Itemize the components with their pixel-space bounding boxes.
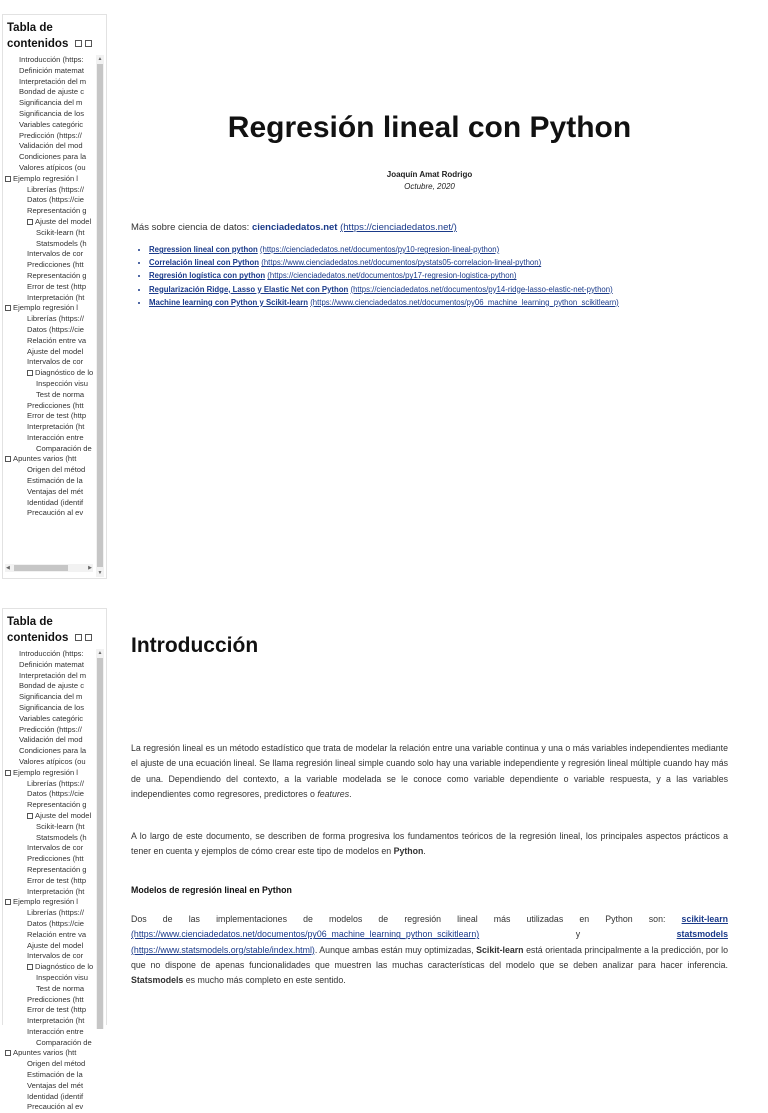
toc-item-label: Interpretación (ht: [27, 422, 85, 432]
toc-item[interactable]: [3, 897, 93, 908]
toc-item-label: Estimación de la: [27, 476, 83, 486]
toc-item[interactable]: [3, 131, 93, 142]
toc-item-label: Librerías (https://: [27, 184, 84, 194]
statsmodels-url: (https://www.statsmodels.org/stable/index.html): [131, 944, 315, 955]
toc-title-line2: contenidos: [7, 632, 69, 644]
toc-item-label: Ejemplo regresión l: [13, 303, 78, 313]
toc-item[interactable]: [3, 141, 93, 152]
toc-item[interactable]: [3, 152, 93, 163]
toc-item-label: Predicción (https://: [19, 724, 82, 734]
toc-item-label: Interacción entre: [27, 432, 84, 442]
toc-item[interactable]: [3, 249, 93, 260]
toc-item[interactable]: [3, 800, 93, 811]
related-article-title[interactable]: Regression lineal con python: [149, 245, 258, 254]
toc-item[interactable]: [3, 735, 93, 746]
toc-item-label: Significancia del m: [19, 692, 83, 702]
toc-item-label: Comparación de: [36, 443, 92, 453]
toc-item[interactable]: [3, 1092, 93, 1103]
toc-item[interactable]: [3, 347, 93, 358]
toc-item-label: Definición matemat: [19, 65, 84, 75]
toc-item[interactable]: [3, 692, 93, 703]
intro-text: La regresión lineal es un método estadístico que trata de modelar la relación entre una variable continua y una o más variables independientes mediante el ajuste de una ecuación lineal. Se llama regresión lineal simple cuando solo hay una variable independiente y regresión lineal múltiple cuando hay más de una. Dependiendo del contexto, a la variable modelada se le conoce como variable dependiente o variable respuesta, y a las variables independientes como regresores, predictores o: [131, 743, 728, 799]
toc-item[interactable]: [3, 498, 93, 509]
toc-item[interactable]: [3, 768, 93, 779]
period: .: [423, 846, 426, 857]
toc-toggle-icon[interactable]: [5, 899, 11, 905]
toc-item-label: Predicciones (htt: [27, 260, 84, 270]
toc-toggle-icon[interactable]: [27, 370, 33, 376]
toc-item[interactable]: [3, 77, 93, 88]
toc-item-label: Intervalos de cor: [27, 951, 84, 961]
toc-item[interactable]: [3, 325, 93, 336]
scroll-thumb[interactable]: [97, 64, 103, 567]
section-heading-introduccion: Introducción: [131, 634, 259, 657]
toc-panel: [2, 14, 107, 579]
toc-item[interactable]: [3, 822, 93, 833]
toc-item-label: Datos (https://cie: [27, 918, 84, 928]
toc-item[interactable]: [3, 660, 93, 671]
toc-item-label: Introducción (https:: [19, 55, 84, 64]
toc-item-label: Valores atípicos (ou: [19, 756, 86, 766]
toc-item[interactable]: [3, 260, 93, 271]
toc-item[interactable]: [3, 239, 93, 250]
toc-item-label: Scikit-learn (ht: [36, 821, 85, 831]
related-article-title[interactable]: Correlación lineal con Python: [149, 258, 260, 268]
cienciadedatos-url: (https://cienciadedatos.net/): [340, 222, 457, 233]
toc-title-line1: Tabla de: [7, 22, 53, 34]
toc-item[interactable]: [3, 746, 93, 757]
toc-item-label: Datos (https://cie: [27, 324, 84, 334]
toc-item-label: Identidad (identif: [27, 497, 84, 507]
toc-toggle-icon[interactable]: [27, 813, 33, 819]
text-segment: . Aunque ambas están muy optimizadas,: [314, 944, 477, 955]
related-article-item[interactable]: [149, 256, 739, 269]
toc-item-label: Origen del métod: [27, 1059, 86, 1069]
toc-item-label: Test de norma: [36, 389, 85, 399]
toc-item-label: Librerías (https://: [27, 908, 84, 918]
scroll-thumb[interactable]: [97, 658, 103, 1029]
intro-paragraph-3: [131, 912, 728, 988]
toc-vertical-scrollbar[interactable]: [96, 55, 104, 577]
toc-item-label: Definición matemat: [19, 659, 84, 669]
toc-item-label: Intervalos de cor: [27, 843, 84, 853]
toc-toggle-icon[interactable]: [5, 456, 11, 462]
toc-item-label: Origen del métod: [27, 465, 86, 475]
toc-item[interactable]: [3, 174, 93, 185]
toc-vertical-scrollbar[interactable]: [96, 649, 104, 1029]
toc-item-label: Error de test (http: [27, 411, 87, 421]
toc-item-label: Representación g: [27, 206, 87, 216]
subheading-modelos: Modelos de regresión lineal en Python: [131, 885, 292, 895]
intro-paragraph-2: [131, 829, 728, 860]
toc-item-label: Precaución al ev: [27, 508, 84, 518]
toc-expand-icon[interactable]: [85, 634, 92, 641]
toc-list: [3, 649, 94, 1112]
toc-item-label: Ventajas del mét: [27, 486, 84, 496]
related-article-item[interactable]: [149, 269, 739, 282]
scroll-left-icon[interactable]: ◀: [6, 565, 10, 571]
toc-title: [3, 15, 106, 52]
related-article-item[interactable]: [149, 243, 739, 256]
related-article-url[interactable]: (https://cienciadedatos.net/documentos/py17-regresion-logistica-python): [267, 271, 517, 281]
toc-item[interactable]: [3, 271, 93, 282]
toc-item[interactable]: [3, 854, 93, 865]
toc-item[interactable]: [3, 833, 93, 844]
toc-item[interactable]: [3, 422, 93, 433]
toc-item[interactable]: [3, 390, 93, 401]
toc-item-label: Estimación de la: [27, 1070, 83, 1080]
toc-item-label: Librerías (https://: [27, 314, 84, 324]
toc-item-label: Error de test (http: [27, 1005, 87, 1015]
toc-item-label: Comparación de: [36, 1037, 92, 1047]
toc-item[interactable]: [3, 843, 93, 854]
toc-item[interactable]: [3, 379, 93, 390]
toc-item-label: Interacción entre: [27, 1026, 84, 1036]
toc-item-label: Introducción (https:: [19, 649, 84, 658]
toc-item[interactable]: [3, 919, 93, 930]
related-article-item[interactable]: [149, 296, 739, 309]
related-article-url[interactable]: (https://cienciadedatos.net/documentos/py10-regresion-lineal-python): [259, 245, 500, 254]
toc-item[interactable]: [3, 314, 93, 325]
toc-item-label: Condiciones para la: [19, 152, 87, 162]
toc-item[interactable]: [3, 1038, 93, 1049]
toc-title-line2: contenidos: [7, 38, 69, 50]
toc-item-label: Ventajas del mét: [27, 1080, 84, 1090]
toc-item[interactable]: [3, 1027, 93, 1038]
toc-item[interactable]: [3, 303, 93, 314]
toc-item[interactable]: [3, 98, 93, 109]
toc-item-label: Representación g: [27, 800, 87, 810]
toc-toggle-icon[interactable]: [5, 176, 11, 182]
toc-item[interactable]: [3, 757, 93, 768]
toc-item[interactable]: [3, 487, 93, 498]
toc-toggle-icon[interactable]: [5, 770, 11, 776]
toc-expand-icon[interactable]: [85, 40, 92, 47]
toc-item[interactable]: [3, 206, 93, 217]
scroll-thumb-horizontal[interactable]: [14, 565, 68, 571]
toc-item[interactable]: [3, 1102, 93, 1113]
toc-item-label: Interpretación (ht: [27, 1016, 85, 1026]
related-articles-list: [149, 243, 739, 309]
toc-item-label: Apuntes varios (htt: [13, 454, 77, 464]
more-data-science: [131, 222, 457, 233]
toc-item[interactable]: [3, 293, 93, 304]
toc-item[interactable]: [3, 951, 93, 962]
toc-horizontal-scrollbar[interactable]: [5, 564, 93, 572]
scikit-learn-url: (https://www.cienciadedatos.net/documentos/py06_machine_learning_python_scikitlearn): [131, 929, 480, 940]
toc-item-label: Variables categóric: [19, 119, 84, 129]
toc-item-label: Interpretación (ht: [27, 292, 85, 302]
toc-item-label: Predicciones (htt: [27, 400, 84, 410]
toc-item-label: Intervalos de cor: [27, 249, 84, 259]
toc-item[interactable]: [3, 55, 93, 66]
toc-item-label: Ejemplo regresión l: [13, 767, 78, 777]
related-article-item[interactable]: [149, 283, 739, 296]
toc-item-label: Ejemplo regresión l: [13, 173, 78, 183]
toc-item-label: Validación del mod: [19, 141, 83, 151]
toc-item[interactable]: [3, 779, 93, 790]
toc-item-label: Predicción (https://: [19, 130, 82, 140]
toc-item[interactable]: [3, 984, 93, 995]
toc-item-label: Significancia del m: [19, 98, 83, 108]
toc-item[interactable]: [3, 217, 93, 228]
toc-collapse-icon[interactable]: [75, 634, 82, 641]
toc-item[interactable]: [3, 876, 93, 887]
toc-item-label: Predicciones (htt: [27, 994, 84, 1004]
toc-item-label: Significancia de los: [19, 702, 85, 712]
toc-item[interactable]: [3, 336, 93, 347]
toc-item-label: Predicciones (htt: [27, 854, 84, 864]
toc-item-label: Significancia de los: [19, 108, 85, 118]
toc-item-label: Error de test (http: [27, 281, 87, 291]
toc-item[interactable]: [3, 1081, 93, 1092]
toc-item-label: Librerías (https://: [27, 778, 84, 788]
toc-item[interactable]: [3, 476, 93, 487]
toc-item-label: Valores atípicos (ou: [19, 162, 86, 172]
toc-item-label: Bondad de ajuste c: [19, 681, 85, 691]
toc-item-label: Interpretación (ht: [27, 886, 85, 896]
toc-item-label: Representación g: [27, 270, 87, 280]
toc-item[interactable]: [3, 401, 93, 412]
toc-item[interactable]: [3, 228, 93, 239]
toc-toggle-icon[interactable]: [27, 964, 33, 970]
toc-item[interactable]: [3, 66, 93, 77]
cienciadedatos-link-text: cienciadedatos.net: [251, 222, 338, 233]
toc-item[interactable]: [3, 908, 93, 919]
related-article-url[interactable]: (https://cienciadedatos.net/documentos/py14-ridge-lasso-elastic-net-python): [350, 284, 613, 294]
toc-item[interactable]: [3, 811, 93, 822]
toc-item-label: Relación entre va: [27, 929, 87, 939]
toc-item[interactable]: [3, 930, 93, 941]
scroll-right-icon[interactable]: ▶: [88, 565, 92, 571]
toc-item[interactable]: [3, 508, 93, 519]
toc-item[interactable]: [3, 962, 93, 973]
scroll-up-icon[interactable]: ▲: [97, 56, 103, 62]
toc-item[interactable]: [3, 714, 93, 725]
toc-item-label: Apuntes varios (htt: [13, 1048, 77, 1058]
toc-item[interactable]: [3, 865, 93, 876]
toc-item[interactable]: [3, 681, 93, 692]
intro-text: A lo largo de este documento, se describen de forma progresiva los fundamentos teóricos de la regresión lineal, los principales aspectos prácticos a tener en cuenta y ejemplos de cómo crear este tipo de modelos en: [131, 831, 728, 857]
features-term: features: [317, 788, 350, 799]
text-segment: y: [479, 929, 677, 940]
toc-item[interactable]: [3, 1048, 93, 1059]
toc-item[interactable]: [3, 444, 93, 455]
toc-title: [3, 609, 106, 646]
scroll-up-icon[interactable]: ▲: [97, 650, 103, 656]
toc-item[interactable]: [3, 941, 93, 952]
toc-item-label: Validación del mod: [19, 735, 83, 745]
author-name: Joaquín Amat Rodrigo: [386, 170, 473, 179]
toc-item-label: Error de test (http: [27, 875, 87, 885]
scikit-learn-link-text: scikit-learn: [681, 914, 728, 924]
toc-item[interactable]: [3, 1005, 93, 1016]
toc-item-label: Ajuste del model: [35, 810, 92, 820]
toc-list: [3, 55, 93, 585]
toc-item[interactable]: [3, 433, 93, 444]
statsmodels-link-text: statsmodels: [676, 929, 728, 940]
toc-item-label: Scikit-learn (ht: [36, 227, 85, 237]
toc-item-label: Statsmodels (h: [36, 832, 87, 842]
publication-date: Octubre, 2020: [404, 182, 455, 191]
toc-item-label: Statsmodels (h: [36, 238, 87, 248]
toc-item[interactable]: [3, 454, 93, 465]
toc-item-label: Datos (https://cie: [27, 195, 84, 205]
related-article-title[interactable]: Regularización Ridge, Lasso y Elastic Net con Python: [149, 284, 349, 294]
toc-item[interactable]: [3, 703, 93, 714]
toc-item[interactable]: [3, 195, 93, 206]
python-term: Python: [393, 846, 424, 857]
toc-title-line1: Tabla de: [7, 616, 53, 628]
toc-item[interactable]: [3, 87, 93, 98]
toc-item-label: Precaución al ev: [27, 1102, 84, 1112]
toc-item-label: Condiciones para la: [19, 746, 87, 756]
scroll-down-icon[interactable]: ▼: [97, 570, 103, 576]
toc-item-label: Datos (https://cie: [27, 789, 84, 799]
toc-item-label: Identidad (identif: [27, 1091, 84, 1101]
toc-item-label: Inspección visu: [36, 972, 88, 982]
related-article-url[interactable]: (https://www.cienciadedatos.net/documentos/pystats05-correlacion-lineal-python): [261, 258, 542, 268]
toc-item-label: Ajuste del model: [27, 346, 84, 356]
toc-item[interactable]: [3, 120, 93, 131]
toc-item[interactable]: [3, 1016, 93, 1027]
toc-item-label: Interpretación del m: [19, 76, 87, 86]
toc-item-label: Relación entre va: [27, 335, 87, 345]
related-article-title[interactable]: Machine learning con Python y Scikit-learn: [149, 297, 309, 307]
more-prefix: Más sobre ciencia de datos:: [131, 222, 252, 233]
toc-item[interactable]: [3, 282, 93, 293]
toc-item[interactable]: [3, 357, 93, 368]
toc-toggle-icon[interactable]: [5, 1050, 11, 1056]
text-segment: está orientada principalmente a la predicción, por lo que no dispone de apenas funcionalidades que muestren las muchas características del modelo que se deben analizar para hacer inferencia.: [131, 944, 728, 970]
related-article-url[interactable]: (https://www.cienciadedatos.net/documentos/py06_machine_learning_python_scikitlearn): [310, 297, 619, 307]
toc-item[interactable]: [3, 887, 93, 898]
toc-item[interactable]: [3, 995, 93, 1006]
toc-item[interactable]: [3, 185, 93, 196]
toc-item-label: Test de norma: [36, 983, 85, 993]
toc-item[interactable]: [3, 163, 93, 174]
toc-collapse-icon[interactable]: [75, 40, 82, 47]
toc-toggle-icon[interactable]: [27, 219, 33, 225]
toc-item-label: Diagnóstico de lo: [35, 962, 94, 972]
toc-item[interactable]: [3, 368, 93, 379]
cienciadedatos-link[interactable]: [252, 222, 457, 233]
toc-item[interactable]: [3, 465, 93, 476]
toc-item[interactable]: [3, 1070, 93, 1081]
toc-item[interactable]: [3, 973, 93, 984]
toc-item-label: Interpretación del m: [19, 670, 87, 680]
toc-item-label: Ajuste del model: [35, 216, 92, 226]
toc-toggle-icon[interactable]: [5, 305, 11, 311]
toc-item-label: Variables categóric: [19, 713, 84, 723]
related-article-title[interactable]: Regresión logística con python: [149, 271, 266, 281]
statsmodels-term: Statsmodels: [131, 975, 184, 986]
toc-item-label: Intervalos de cor: [27, 357, 84, 367]
toc-item-label: Ejemplo regresión l: [13, 897, 78, 907]
scikit-learn-term: Scikit-learn: [476, 944, 524, 955]
toc-item-label: Diagnóstico de lo: [35, 368, 94, 378]
intro-paragraph-1: [131, 741, 728, 802]
toc-item-label: Representación g: [27, 864, 87, 874]
toc-item[interactable]: [3, 411, 93, 422]
toc-item[interactable]: [3, 789, 93, 800]
period: .: [349, 788, 352, 799]
toc-item[interactable]: [3, 649, 93, 660]
toc-item[interactable]: [3, 109, 93, 120]
toc-item[interactable]: [3, 725, 93, 736]
text-segment: Dos de las implementaciones de modelos de regresión lineal más utilizadas en Python son:: [131, 914, 682, 924]
toc-item-label: Ajuste del model: [27, 940, 84, 950]
document-title: Regresión lineal con Python: [227, 111, 632, 144]
toc-item-label: Inspección visu: [36, 378, 88, 388]
toc-panel-page2: [2, 608, 107, 1112]
toc-item[interactable]: [3, 1059, 93, 1070]
toc-item-label: Bondad de ajuste c: [19, 87, 85, 97]
toc-item[interactable]: [3, 671, 93, 682]
text-segment: es mucho más completo en este sentido.: [183, 975, 346, 986]
